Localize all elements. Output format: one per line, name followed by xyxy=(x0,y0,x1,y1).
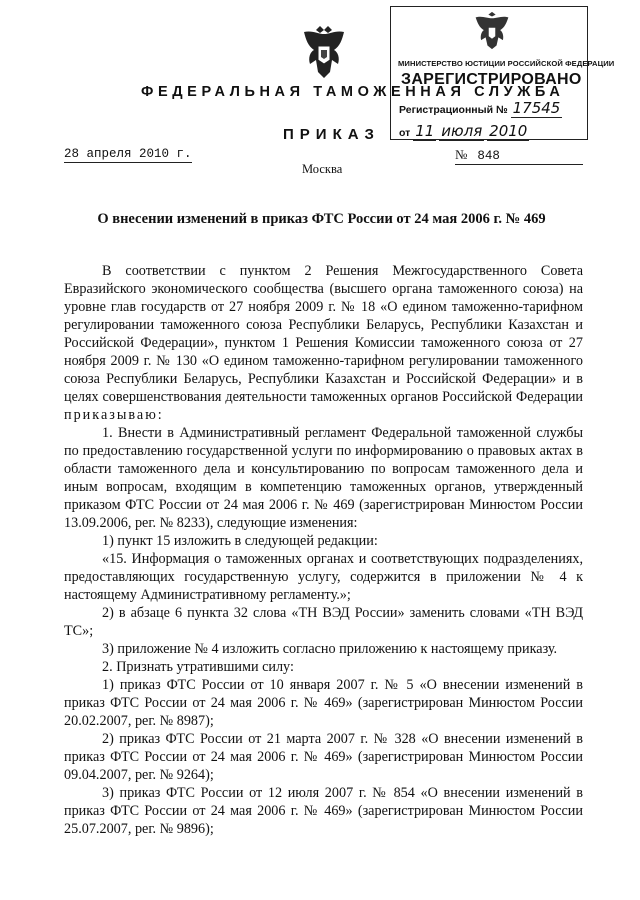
body-paragraph: 2) в абзаце 6 пункта 32 слова «ТН ВЭД России» заменить словами «ТН ВЭД ТС»; xyxy=(64,605,583,639)
state-emblem-icon xyxy=(298,24,350,80)
number-value: 848 xyxy=(477,149,500,163)
stamp-reg-number: 17545 xyxy=(512,99,561,117)
document-body xyxy=(64,262,583,838)
body-paragraph: «15. Информация о таможенных органах и соответствующих подразделениях, предоставляющих государственную услугу, содержится в приложении № 4 к настоящему Административному регламенту.»; xyxy=(64,551,583,603)
stamp-ministry: МИНИСТЕРСТВО ЮСТИЦИИ РОССИЙСКОЙ ФЕДЕРАЦИИ xyxy=(398,59,615,68)
preamble-paragraph xyxy=(64,262,583,424)
body-paragraph: 1) приказ ФТС России от 10 января 2007 г. № 5 «О внесении изменений в приказ ФТС России от 24 мая 2006 г. № 469» (зарегистрирован Минюстом России 20.02.2007, рег. № 8987); xyxy=(64,677,583,729)
registration-stamp xyxy=(390,6,615,140)
document-type: ПРИКАЗ xyxy=(283,126,380,143)
stamp-date xyxy=(399,122,529,140)
body-paragraph: 3) приказ ФТС России от 12 июля 2007 г. № 854 «О внесении изменений в приказ ФТС России от 24 мая 2006 г. № 469» (зарегистрирован Минюстом России 25.07.2007, рег. № 9896); xyxy=(64,785,583,837)
body-paragraph: 2. Признать утратившими силу: xyxy=(102,659,294,675)
stamp-emblem-icon xyxy=(467,11,517,51)
stamp-date-day: 11 xyxy=(415,122,435,140)
number-label: № xyxy=(455,147,468,162)
document-date: 28 апреля 2010 г. xyxy=(64,147,192,161)
preamble-text: В соответствии с пунктом 2 Решения Межгосударственного Совета Евразийского экономического сообщества (высшего органа таможенного союза) на уровне глав государств от 27 ноября 2009 г. № 18 «О едином таможенно-тарифном регулировании таможенного союза Республики Беларусь, Республики Казахстан и Российской Федерации», пунктом 1 Решения Комиссии таможенного союза от 27 ноября 2009 г. № 130 «О едином таможенно-тарифном регулировании таможенного союза Республики Беларусь, Республики Казахстан и Российской Федерации» и в целях совершенствования деятельности таможенных органов Российской Федерации xyxy=(64,263,583,405)
stamp-date-prefix: от xyxy=(399,127,411,139)
document-city: Москва xyxy=(302,162,343,176)
body-paragraph: 1) пункт 15 изложить в следующей редакции: xyxy=(102,533,378,549)
stamp-date-year: 2010 xyxy=(489,122,528,140)
stamp-date-month: июля xyxy=(441,122,483,140)
document-number xyxy=(455,147,583,165)
stamp-status: ЗАРЕГИСТРИРОВАНО xyxy=(401,71,582,88)
stamp-registration-number xyxy=(399,99,562,117)
document-title: О внесении изменений в приказ ФТС России от 24 мая 2006 г. № 469 xyxy=(97,211,546,227)
body-paragraph: 1. Внести в Административный регламент Федеральной таможенной службы по предоставлению государственной услуги по информированию о правовых актах в области таможенного дела и консультированию по вопросам таможенного дела и иным вопросам, входящим в компетенцию таможенных органов, утвержденный приказом ФТС России от 24 мая 2006 г. № 469 (зарегистрирован Минюстом России 13.09.2006, рег. № 8233), следующие изменения: xyxy=(64,425,583,531)
body-paragraph: 2) приказ ФТС России от 21 марта 2007 г. № 328 «О внесении изменений в приказ ФТС России от 24 мая 2006 г. № 469» (зарегистрирован Минюстом России 09.04.2007, рег. № 9264); xyxy=(64,731,583,783)
order-word: приказываю: xyxy=(64,407,164,423)
stamp-reg-label: Регистрационный № xyxy=(399,104,508,116)
body-paragraph: 3) приложение № 4 изложить согласно приложению к настоящему приказу. xyxy=(102,641,558,657)
organization-name: ФЕДЕРАЛЬНАЯ ТАМОЖЕННАЯ СЛУЖБА xyxy=(141,84,565,100)
